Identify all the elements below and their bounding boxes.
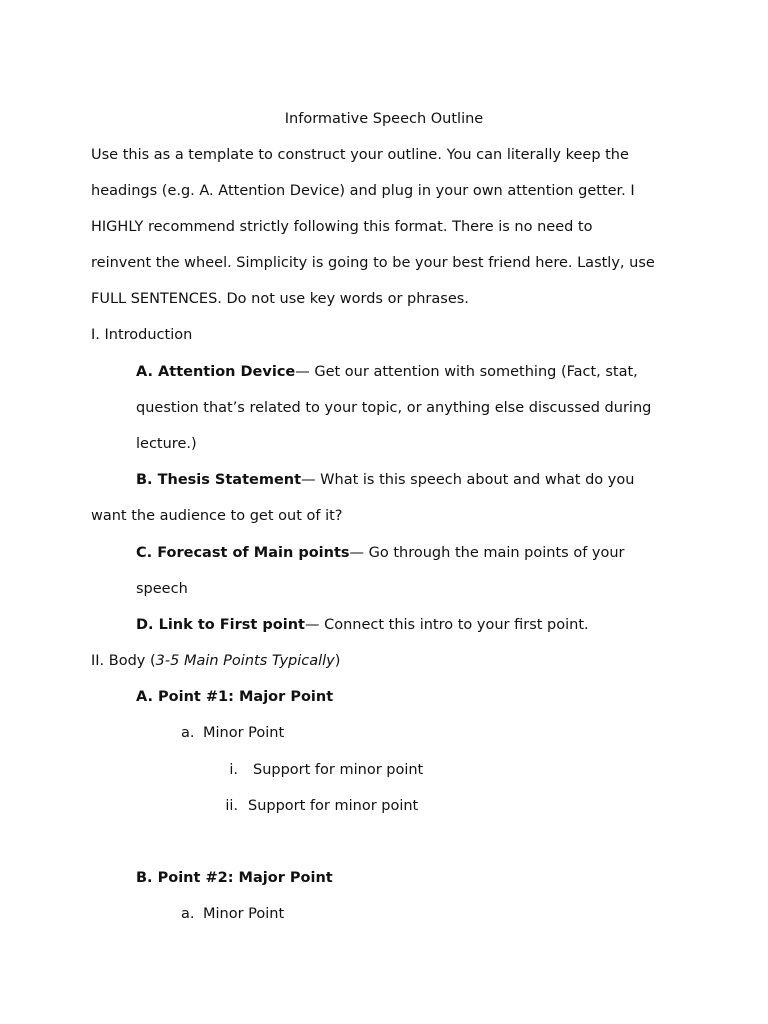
minor-point-marker: a. bbox=[181, 725, 195, 741]
heading-suffix: ) bbox=[334, 653, 341, 669]
section-heading-body bbox=[91, 651, 340, 671]
outline-continuation: want the audience to get out of it? bbox=[91, 508, 343, 524]
heading-italic: 3-5 Main Points Typically bbox=[155, 653, 335, 669]
minor-point: Minor Point bbox=[203, 725, 285, 741]
document-title: Informative Speech Outline bbox=[284, 111, 484, 127]
major-point-2: B. Point #2: Major Point bbox=[136, 870, 333, 886]
outline-item-thesis-statement bbox=[136, 470, 634, 490]
minor-point: Minor Point bbox=[203, 906, 285, 922]
heading-prefix: II. Body ( bbox=[91, 653, 156, 669]
minor-point-marker: a. bbox=[181, 906, 195, 922]
intro-paragraph-line-1: Use this as a template to construct your outline. You can literally keep the bbox=[91, 147, 629, 163]
outline-item-attention-device bbox=[136, 362, 638, 382]
outline-text: — What is this speech about and what do you bbox=[301, 472, 635, 488]
intro-paragraph-line-4: reinvent the wheel. Simplicity is going to be your best friend here. Lastly, use bbox=[91, 255, 655, 271]
section-heading-introduction: I. Introduction bbox=[91, 327, 193, 343]
outline-continuation: question that’s related to your topic, or anything else discussed during bbox=[136, 400, 652, 416]
outline-text: — Go through the main points of your bbox=[349, 545, 625, 561]
intro-paragraph-line-2: headings (e.g. A. Attention Device) and plug in your own attention getter. I bbox=[91, 183, 635, 199]
intro-paragraph-line-5: FULL SENTENCES. Do not use key words or phrases. bbox=[91, 291, 469, 307]
support-marker: ii. bbox=[225, 798, 238, 814]
support-marker: i. bbox=[229, 762, 238, 778]
major-point-1: A. Point #1: Major Point bbox=[136, 689, 334, 705]
outline-item-forecast bbox=[136, 543, 625, 563]
outline-label: D. Link to First point bbox=[136, 617, 305, 633]
outline-label: B. Thesis Statement bbox=[136, 472, 302, 488]
support-point: Support for minor point bbox=[253, 762, 424, 778]
support-point: Support for minor point bbox=[248, 798, 419, 814]
outline-text: — Connect this intro to your first point. bbox=[304, 617, 589, 633]
outline-continuation: lecture.) bbox=[136, 436, 197, 452]
outline-label: C. Forecast of Main points bbox=[136, 545, 350, 561]
intro-paragraph-line-3: HIGHLY recommend strictly following this format. There is no need to bbox=[91, 219, 593, 235]
outline-continuation: speech bbox=[136, 581, 188, 597]
outline-text: — Get our attention with something (Fact, stat, bbox=[295, 364, 638, 380]
outline-item-link bbox=[136, 615, 589, 635]
outline-label: A. Attention Device bbox=[136, 364, 296, 380]
